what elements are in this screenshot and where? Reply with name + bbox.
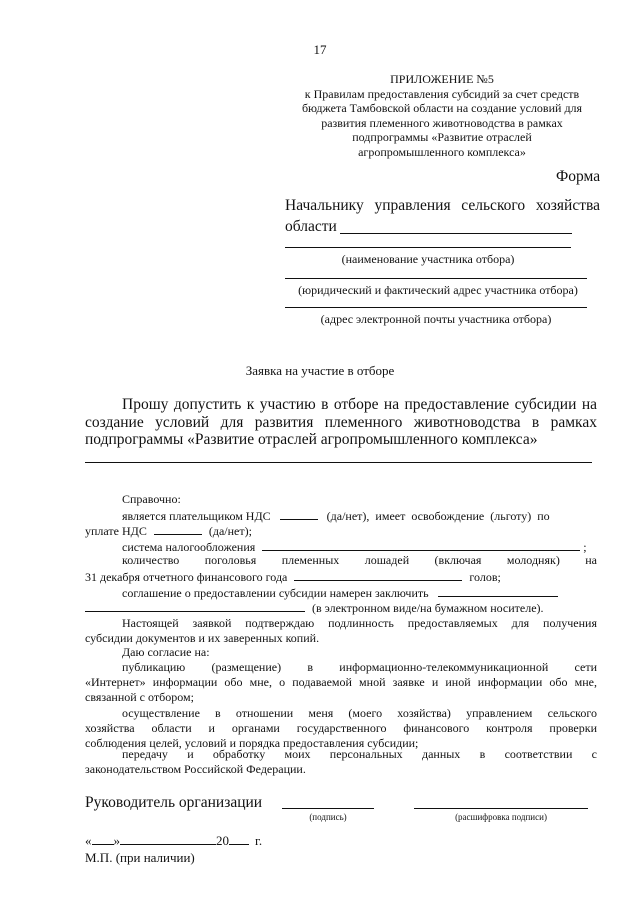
- horses-line2: [85, 568, 501, 585]
- confirm-paragraph: [85, 616, 597, 646]
- publication-line: связанной с отбором;: [85, 690, 194, 704]
- stamp-label: М.П. (при наличии): [85, 850, 195, 865]
- horses-count-field[interactable]: [294, 568, 462, 581]
- control-line: соблюдения целей, условий и порядка предоставления субсидии;: [85, 736, 419, 750]
- agreement-form: (в электронном виде/на бумажном носителе).: [312, 601, 544, 615]
- personal-data-paragraph: [85, 747, 597, 777]
- tax-system-end: ;: [583, 540, 587, 554]
- caption-address: (юридический и фактический адрес участника отбора): [298, 283, 578, 297]
- vat-yes-no: (да/нет);: [208, 524, 252, 538]
- consent-heading: Даю согласие на:: [122, 645, 210, 659]
- vat-line2: [85, 522, 252, 539]
- agreement-line2: [85, 599, 544, 616]
- caption-name: (наименование участника отбора): [341, 252, 515, 266]
- horses-date-label: 31 декабря отчетного финансового года: [85, 570, 288, 584]
- horses-line1: количество поголовья племенных лошадей (включая молодняк) на: [122, 553, 597, 567]
- request-line: создание условий для развития племенного животноводства в рамках: [85, 413, 597, 431]
- agreement-field-1[interactable]: [438, 584, 558, 597]
- signature-decode-field[interactable]: [414, 808, 588, 809]
- vat-exempt-field[interactable]: [154, 522, 202, 535]
- publication-line: «Интернет» информации обо мне, о подаваемой мной заявке и иной информации обо мне,: [85, 675, 597, 689]
- info-heading: Справочно:: [122, 492, 181, 506]
- signature-decode-caption: (расшифровка подписи): [455, 812, 547, 822]
- appendix-block: [272, 72, 612, 159]
- request-paragraph: [85, 396, 597, 449]
- caption-email: (адрес электронной почты участника отбора): [320, 312, 552, 326]
- page-number: 17: [313, 42, 327, 57]
- vat-payment-label: уплате НДС: [85, 524, 147, 538]
- date-close-quote: »: [113, 833, 120, 848]
- date-open-quote: «: [85, 833, 92, 848]
- addressee-line2: [285, 218, 337, 236]
- publication-paragraph: [85, 660, 597, 705]
- addressee-line1: Начальнику управления сельского хозяйства: [285, 197, 600, 214]
- tax-system-field[interactable]: [262, 538, 580, 551]
- appendix-line: агропромышленного комплекса»: [358, 144, 526, 159]
- control-line: осуществление в отношении меня (моего хозяйства) управлением сельского: [122, 706, 597, 720]
- agreement-field-2[interactable]: [85, 599, 305, 612]
- date-month-field[interactable]: [120, 832, 216, 845]
- personal-data-line: законодательством Российской Федерации.: [85, 762, 306, 776]
- date-year-field[interactable]: [229, 832, 249, 845]
- control-paragraph: [85, 706, 597, 751]
- program-input-line[interactable]: [85, 462, 592, 463]
- date-line: [85, 832, 262, 849]
- agreement-label: соглашение о предоставлении субсидии намерен заключить: [122, 586, 429, 600]
- publication-line: публикацию (размещение) в информационно-телекоммуникационной сети: [122, 660, 597, 674]
- confirm-line: субсидии документов и их заверенных копий.: [85, 631, 320, 645]
- horses-unit: голов;: [469, 570, 501, 584]
- signature-field[interactable]: [282, 808, 374, 809]
- addressee-region: области: [285, 218, 337, 235]
- appendix-line: бюджета Тамбовской области на создание условий для: [301, 101, 583, 115]
- participant-name-line[interactable]: [285, 247, 571, 248]
- region-input-line[interactable]: [340, 233, 572, 234]
- appendix-line: подпрограммы «Развитие отраслей: [352, 130, 532, 144]
- date-year-suffix: г.: [255, 833, 263, 848]
- signature-caption: (подпись): [309, 812, 347, 822]
- personal-data-line: передачу и обработку моих персональных данных в соответствии с: [122, 747, 597, 761]
- form-label: Форма: [556, 168, 601, 185]
- vat-exemption-label: (да/нет), имеет освобождение (льготу) по: [326, 509, 550, 523]
- date-day-field[interactable]: [92, 832, 114, 845]
- application-title: Заявка на участие в отборе: [245, 363, 395, 378]
- appendix-line: к Правилам предоставления субсидий за счет средств: [304, 86, 580, 101]
- request-line: Прошу допустить к участию в отборе на предоставление субсидии на: [122, 396, 597, 413]
- participant-email-line[interactable]: [285, 307, 587, 308]
- participant-address-line[interactable]: [285, 278, 587, 279]
- request-line: подпрограммы «Развитие отраслей агропромышленного комплекса»: [85, 431, 538, 448]
- vat-payer-field[interactable]: [280, 507, 318, 520]
- appendix-title: ПРИЛОЖЕНИЕ №5: [390, 72, 494, 86]
- vat-label: является плательщиком НДС: [122, 509, 271, 523]
- control-line: хозяйства области и органами государственного финансового контроля проверки: [85, 721, 597, 735]
- confirm-line: Настоящей заявкой подтверждаю подлинность предоставляемых для получения: [122, 616, 597, 630]
- appendix-line: развития племенного животноводства в рамках: [321, 115, 563, 130]
- date-year-prefix: 20: [216, 833, 229, 848]
- head-label: Руководитель организации: [85, 794, 263, 811]
- tax-system-label: система налогообложения: [122, 540, 256, 554]
